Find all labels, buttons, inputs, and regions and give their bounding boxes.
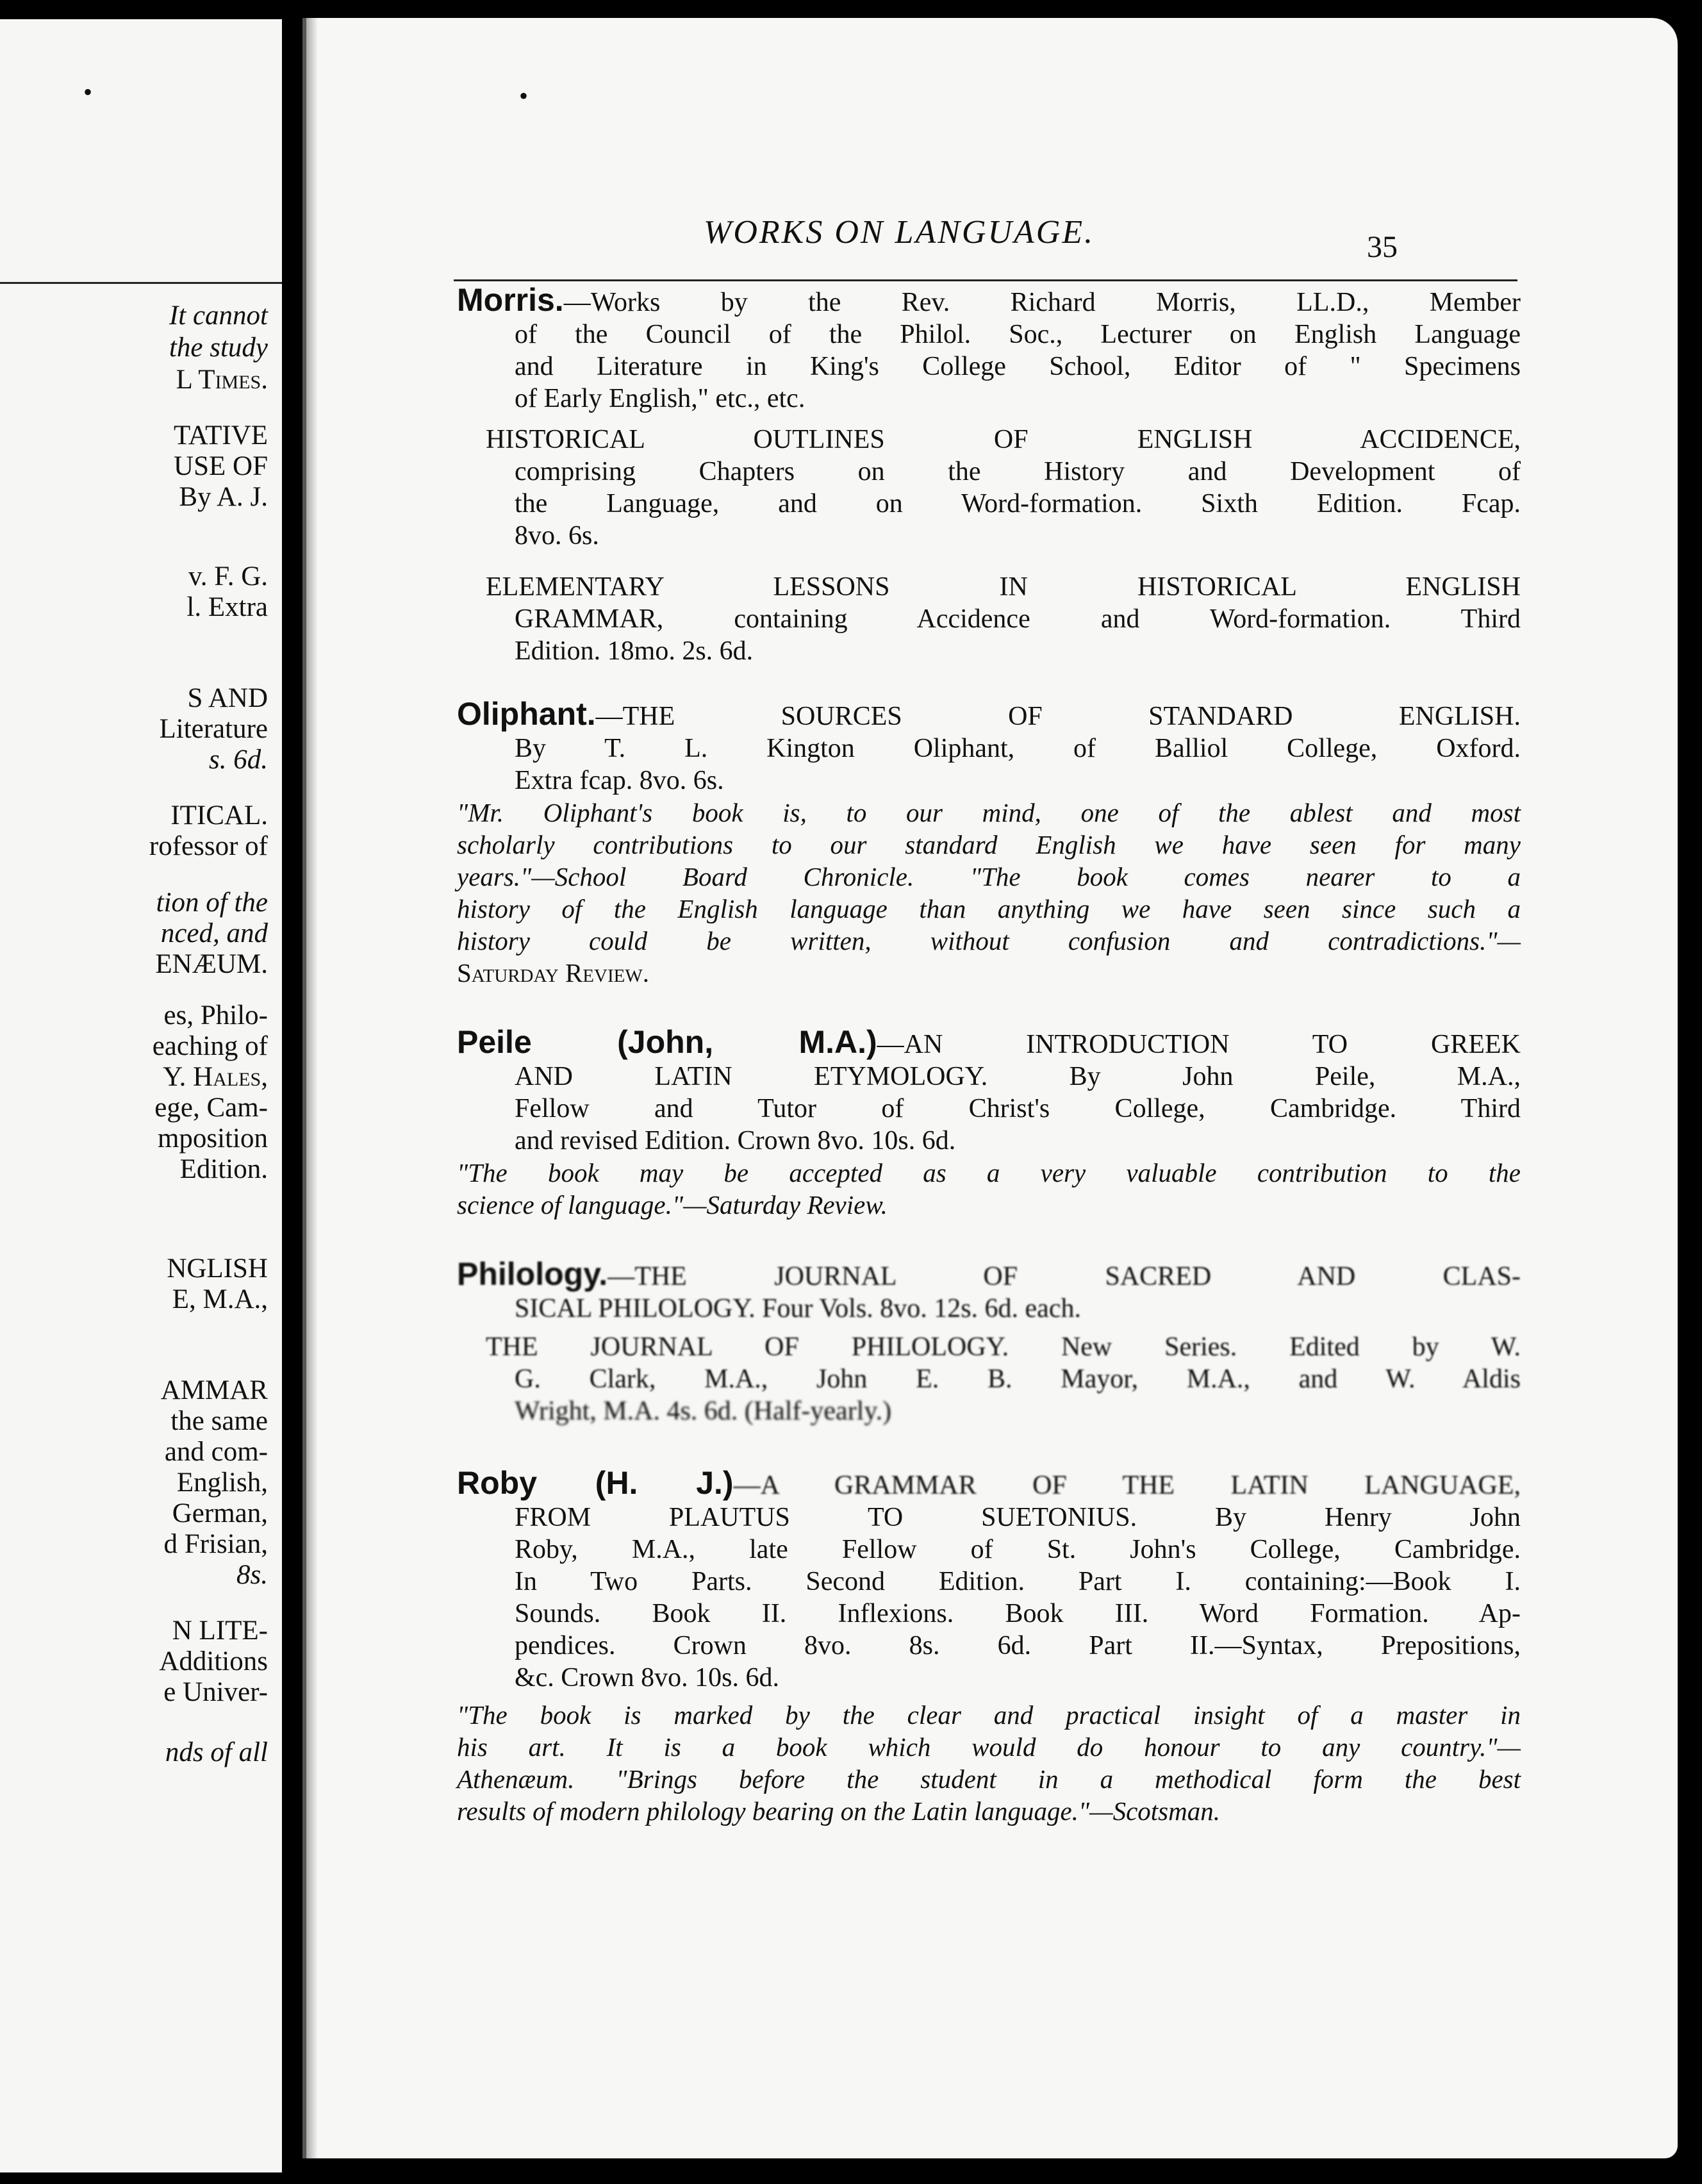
entry-peile: [457, 1026, 1521, 1221]
page-body: [457, 284, 1521, 1877]
left-header-rule: [0, 282, 282, 284]
entry-text: In Two Parts. Second Edition. Part I. containing:—Book I.: [515, 1567, 1521, 1596]
left-line: Additions: [159, 1646, 268, 1676]
review-quote: results of modern philology bearing on the Latin language."—Scotsman.: [457, 1796, 1220, 1826]
left-line: tion of the: [156, 888, 268, 918]
left-line: AMMAR: [160, 1375, 268, 1405]
left-line: the study: [169, 333, 268, 363]
review-quote: "The book is marked by the clear and practical insight of a master in: [457, 1700, 1521, 1730]
left-line: 8s.: [236, 1560, 268, 1590]
entry-text: —THE JOURNAL OF SACRED AND CLAS-: [607, 1262, 1521, 1291]
entry-heading: Oliphant.: [457, 696, 596, 732]
review-quote: scholarly contributions to our standard English we have seen for many: [457, 830, 1521, 859]
left-line: NGLISH: [167, 1253, 268, 1284]
left-page-fragment: [0, 19, 282, 2172]
left-line: N LITE-: [172, 1616, 268, 1646]
entry-roby: [457, 1467, 1521, 1827]
entry-text: Fellow and Tutor of Christ's College, Cambridge. Third: [515, 1094, 1521, 1123]
left-line: By A. J.: [179, 482, 268, 512]
left-line: d Frisian,: [163, 1529, 268, 1559]
left-line: German,: [172, 1498, 268, 1528]
left-line: and com-: [164, 1437, 268, 1467]
page-mark: •: [519, 81, 529, 110]
book-text: 8vo. 6s.: [515, 521, 599, 550]
review-quote: years."—School Board Chronicle. "The book comes nearer to a: [457, 862, 1521, 891]
review-source: Saturday Review.: [457, 958, 649, 988]
entry-philology: [457, 1258, 1521, 1427]
entry-morris: [457, 284, 1521, 667]
entry-text: —THE SOURCES OF STANDARD ENGLISH.: [595, 702, 1521, 731]
entry-text: —AN INTRODUCTION TO GREEK: [877, 1030, 1521, 1059]
left-line: It cannot: [169, 301, 268, 331]
left-line: rofessor of: [149, 831, 268, 861]
entry-text: Extra fcap. 8vo. 6s.: [515, 766, 724, 795]
left-line: USE OF: [174, 451, 268, 481]
entry-text: Sounds. Book II. Inflexions. Book III. Word Formation. Ap-: [515, 1599, 1521, 1628]
book-title: THE JOURNAL OF PHILOLOGY. New Series. Edited by W.: [486, 1332, 1521, 1362]
running-head: WORKS ON LANGUAGE.: [704, 214, 1095, 251]
entry-text: Roby, M.A., late Fellow of St. John's College, Cambridge.: [515, 1535, 1521, 1564]
review-quote: "The book may be accepted as a very valuable contribution to the: [457, 1158, 1521, 1187]
review-quote: his art. It is a book which would do honour to any country."—: [457, 1732, 1521, 1762]
page-number: 35: [1367, 230, 1398, 264]
entry-text: of Early English," etc., etc.: [515, 384, 806, 413]
entry-heading: Peile (John, M.A.): [457, 1024, 877, 1060]
entry-text: SICAL PHILOLOGY. Four Vols. 8vo. 12s. 6d. each.: [515, 1294, 1081, 1323]
entry-text: and revised Edition. Crown 8vo. 10s. 6d.: [515, 1126, 956, 1155]
page-mark: •: [83, 78, 93, 106]
entry-text: —A GRAMMAR OF THE LATIN LANGUAGE,: [733, 1471, 1521, 1500]
entry-oliphant: [457, 698, 1521, 989]
review-quote: "Mr. Oliphant's book is, to our mind, one of the ablest and most: [457, 798, 1521, 827]
entry-text: By T. L. Kington Oliphant, of Balliol College, Oxford.: [515, 734, 1521, 763]
entry-text: and Literature in King's College School, Editor of " Specimens: [515, 352, 1521, 381]
entry-text: AND LATIN ETYMOLOGY. By John Peile, M.A.,: [515, 1062, 1521, 1091]
left-line: es, Philo-: [163, 1000, 268, 1030]
book-title: HISTORICAL OUTLINES OF ENGLISH ACCIDENCE,: [486, 425, 1521, 454]
left-line: Literature: [159, 714, 268, 744]
left-line: Edition.: [179, 1154, 268, 1184]
left-line: English,: [176, 1468, 268, 1498]
left-line: eaching of: [152, 1031, 268, 1061]
left-line: mposition: [157, 1123, 268, 1154]
entry-text: FROM PLAUTUS TO SUETONIUS. By Henry John: [515, 1503, 1521, 1532]
spine-shadow: [306, 18, 318, 2158]
review-quote: Athenæum. "Brings before the student in a methodical form the best: [457, 1764, 1521, 1794]
left-line: L Times.: [176, 365, 268, 395]
left-line: v. F. G.: [188, 561, 268, 592]
book-text: GRAMMAR, containing Accidence and Word-formation. Third: [515, 604, 1521, 634]
entry-text: —Works by the Rev. Richard Morris, LL.D., Member: [563, 288, 1521, 317]
book-text: G. Clark, M.A., John E. B. Mayor, M.A., and W. Aldis: [515, 1364, 1521, 1394]
book-title: ELEMENTARY LESSONS IN HISTORICAL ENGLISH: [486, 572, 1521, 602]
left-line: ENÆUM.: [155, 949, 268, 979]
book-text: the Language, and on Word-formation. Sixth Edition. Fcap.: [515, 489, 1521, 518]
right-page: [302, 18, 1678, 2158]
header-rule: [454, 279, 1517, 281]
entry-text: pendices. Crown 8vo. 8s. 6d. Part II.—Syntax, Prepositions,: [515, 1631, 1521, 1660]
left-line: s. 6d.: [209, 745, 268, 775]
entry-text: of the Council of the Philol. Soc., Lecturer on English Language: [515, 320, 1521, 349]
entry-heading: Roby (H. J.): [457, 1465, 734, 1501]
left-line: e Univer-: [163, 1677, 268, 1707]
left-line: nds of all: [165, 1737, 268, 1767]
book-text: Edition. 18mo. 2s. 6d.: [515, 636, 754, 666]
left-line: E, M.A.,: [172, 1284, 268, 1314]
left-line: ITICAL.: [170, 800, 268, 831]
left-line: the same: [170, 1406, 268, 1436]
entry-heading: Philology.: [457, 1256, 608, 1292]
review-quote: science of language."—Saturday Review.: [457, 1190, 888, 1220]
left-line: nced, and: [160, 918, 268, 948]
left-line: TATIVE: [173, 420, 268, 451]
left-line: S AND: [187, 683, 268, 713]
review-quote: history could be written, without confusion and contradictions."—: [457, 926, 1521, 956]
book-text: Wright, M.A. 4s. 6d. (Half-yearly.): [515, 1396, 892, 1426]
left-line: Y. Hales,: [163, 1062, 268, 1092]
book-text: comprising Chapters on the History and Development of: [515, 457, 1521, 486]
review-quote: history of the English language than anything we have seen since such a: [457, 894, 1521, 923]
left-line: ege, Cam-: [154, 1093, 268, 1123]
left-line: l. Extra: [186, 592, 268, 622]
entry-heading: Morris.: [457, 282, 564, 318]
entry-text: &c. Crown 8vo. 10s. 6d.: [515, 1663, 779, 1692]
